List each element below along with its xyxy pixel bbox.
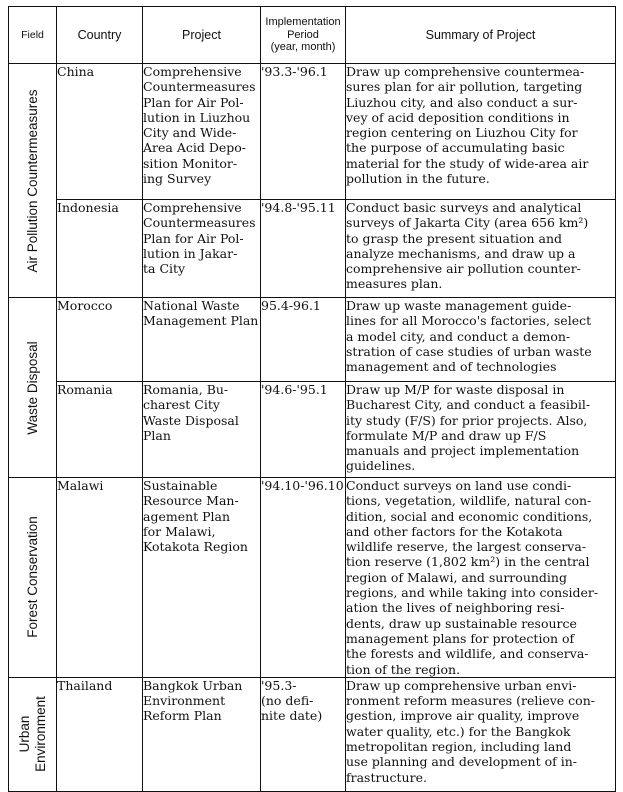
- summary-line: dition, social and economic conditions,: [346, 508, 593, 524]
- summary-line: the purpose of accumulating basic: [346, 140, 565, 156]
- field-label: [24, 89, 40, 272]
- country-cell: Indonesia: [57, 200, 143, 298]
- summary-line: gestion, improve air quality, improve: [346, 708, 580, 724]
- project-line: Environment: [143, 693, 226, 709]
- summary-line: analyze mechanisms, and draw up a: [346, 245, 576, 261]
- project-line: Kotakota Region: [143, 539, 248, 555]
- summary-cell: [346, 64, 616, 200]
- summary-line: comprehensive air pollution counter-: [346, 261, 581, 277]
- summary-line: vey of acid deposition conditions in: [346, 109, 570, 125]
- summary-line: pollution in the future.: [346, 171, 490, 187]
- project-line: Plan for Air Pol-: [143, 94, 244, 110]
- project-line: for Malawi,: [143, 523, 216, 539]
- country-cell: Romania: [57, 382, 143, 478]
- field-cell: [9, 677, 57, 791]
- summary-line: Bucharest City, and conduct a feasibil-: [346, 397, 591, 413]
- country-cell: Malawi: [57, 478, 143, 678]
- summary-line: Draw up comprehensive urban envi-: [346, 677, 577, 693]
- summary-line: Conduct basic surveys and analytical: [346, 200, 582, 215]
- summary-line: metropolitan region, including land: [346, 739, 572, 755]
- country-header: Country: [57, 7, 143, 64]
- summary-line: regions, and while taking into consider-: [346, 585, 599, 601]
- project-cell: [143, 677, 261, 791]
- field-label-line: Forest Conservation: [24, 516, 40, 639]
- period-cell: [261, 64, 346, 200]
- summary-line: guidelines.: [346, 458, 416, 474]
- summary-line: to grasp the present situation and: [346, 230, 563, 246]
- period-cell: [261, 677, 346, 791]
- project-line: lution in Jakar-: [143, 245, 238, 261]
- project-line: ta City: [143, 261, 186, 277]
- country-cell: Thailand: [57, 677, 143, 791]
- summary-line: the forests and wildlife, and conserva-: [346, 646, 589, 662]
- project-line: Resource Man-: [143, 493, 239, 509]
- project-line: lution in Liuzhou: [143, 109, 251, 125]
- project-line: Plan: [143, 427, 171, 443]
- header-row: [9, 7, 616, 64]
- project-line: Comprehensive: [143, 64, 242, 79]
- summary-line: region centering on Liuzhou City for: [346, 125, 578, 141]
- table-row: [9, 478, 616, 678]
- summary-line: tions, vegetation, wildlife, natural con-: [346, 493, 592, 509]
- project-cell: [143, 64, 261, 200]
- summary-line: Draw up waste management guide-: [346, 298, 572, 313]
- period-line: '94.6-'95.1: [261, 382, 328, 397]
- country-cell: Morocco: [57, 298, 143, 382]
- summary-line: use planning and development of in-: [346, 754, 577, 770]
- project-header: Project: [143, 7, 261, 64]
- table-row: [9, 382, 616, 478]
- project-line: City and Wide-: [143, 125, 237, 141]
- summary-line: manuals and project implementation: [346, 443, 580, 459]
- table-row: [9, 64, 616, 200]
- period-line: (no defi-: [261, 693, 314, 709]
- summary-line: Draw up comprehensive countermea-: [346, 64, 585, 79]
- summary-line: stration of case studies of urban waste: [346, 343, 592, 359]
- summary-line: tion reserve (1,802 km²) in the central: [346, 554, 590, 570]
- summary-line: region of Malawi, and surrounding: [346, 569, 567, 585]
- field-label-line: Waste Disposal: [24, 340, 40, 435]
- summary-cell: [346, 200, 616, 298]
- field-label: [24, 341, 40, 434]
- period-cell: [261, 382, 346, 478]
- summary-line: Conduct surveys on land use condi-: [346, 478, 572, 493]
- summary-line: and other factors for the Kotakota: [346, 523, 563, 539]
- project-line: Plan for Air Pol-: [143, 230, 244, 246]
- summary-cell: [346, 298, 616, 382]
- summary-line: dents, draw up sustainable resource: [346, 615, 577, 631]
- field-label: [24, 517, 40, 639]
- summary-line: management and of technologies: [346, 359, 557, 375]
- table-body: [9, 64, 616, 792]
- projects-table: [8, 6, 616, 792]
- summary-line: Draw up M/P for waste disposal in: [346, 382, 565, 397]
- project-line: Management Plan: [143, 313, 259, 329]
- project-line: Sustainable: [143, 478, 218, 493]
- table-row: [9, 298, 616, 382]
- project-line: Countermeasures: [143, 215, 256, 231]
- period-line: '93.3-'96.1: [261, 64, 328, 79]
- period-line: 95.4-96.1: [261, 298, 321, 313]
- field-label-line: Environment: [32, 696, 48, 773]
- summary-header: Summary of Project: [346, 7, 616, 64]
- field-header: Field: [9, 7, 57, 64]
- project-line: National Waste: [143, 298, 240, 313]
- summary-line: management plans for protection of: [346, 630, 575, 646]
- project-cell: [143, 478, 261, 678]
- summary-cell: [346, 677, 616, 791]
- field-label-line: Air Pollution Countermeasures: [24, 88, 40, 273]
- summary-line: sures plan for air pollution, targeting: [346, 79, 583, 95]
- summary-line: ity study (F/S) for prior projects. Also,: [346, 412, 588, 428]
- project-line: Area Acid Depo-: [143, 140, 246, 156]
- project-line: agement Plan: [143, 508, 231, 524]
- project-line: Countermeasures: [143, 79, 256, 95]
- period-cell: [261, 478, 346, 678]
- country-cell: China: [57, 64, 143, 200]
- project-cell: [143, 200, 261, 298]
- summary-line: material for the study of wide-area air: [346, 155, 589, 171]
- period-header-line: Implementation: [265, 16, 341, 29]
- project-line: Waste Disposal: [143, 412, 239, 428]
- summary-line: ation the lives of neighboring resi-: [346, 600, 565, 616]
- period-line: '94.10-'96.10: [261, 478, 344, 493]
- summary-line: Liuzhou city, and also conduct a sur-: [346, 94, 578, 110]
- table-row: [9, 677, 616, 791]
- period-header-line: (year, month): [270, 41, 336, 54]
- summary-line: frastructure.: [346, 769, 427, 785]
- summary-line: ronment reform measures (relieve con-: [346, 693, 595, 709]
- period-line: '94.8-'95.11: [261, 200, 336, 215]
- summary-line: measures plan.: [346, 276, 443, 292]
- period-line: '95.3-: [261, 677, 297, 693]
- project-cell: [143, 298, 261, 382]
- summary-line: tion of the region.: [346, 661, 461, 677]
- summary-cell: [346, 382, 616, 478]
- summary-line: lines for all Morocco's factories, select: [346, 313, 592, 329]
- period-cell: [261, 200, 346, 298]
- field-label-line: Urban: [16, 715, 32, 753]
- summary-line: surveys of Jakarta City (area 656 km²): [346, 215, 589, 231]
- project-line: ing Survey: [143, 171, 212, 187]
- project-line: charest City: [143, 397, 220, 413]
- summary-line: formulate M/P and draw up F/S: [346, 427, 547, 443]
- field-cell: [9, 64, 57, 298]
- field-cell: [9, 298, 57, 478]
- project-line: Romania, Bu-: [143, 382, 229, 397]
- project-line: Comprehensive: [143, 200, 242, 215]
- field-label: [16, 696, 48, 772]
- project-line: Bangkok Urban: [143, 677, 243, 693]
- period-header-line: Period: [287, 28, 319, 41]
- project-line: sition Monitor-: [143, 155, 238, 171]
- period-cell: [261, 298, 346, 382]
- summary-line: water quality, etc.) for the Bangkok: [346, 723, 571, 739]
- period-header: [261, 7, 346, 64]
- summary-line: a model city, and conduct a demon-: [346, 328, 571, 344]
- project-line: Reform Plan: [143, 708, 222, 724]
- summary-line: wildlife reserve, the largest conserva-: [346, 539, 587, 555]
- table-row: [9, 200, 616, 298]
- field-cell: [9, 478, 57, 678]
- project-cell: [143, 382, 261, 478]
- period-line: nite date): [261, 708, 323, 724]
- summary-cell: [346, 478, 616, 678]
